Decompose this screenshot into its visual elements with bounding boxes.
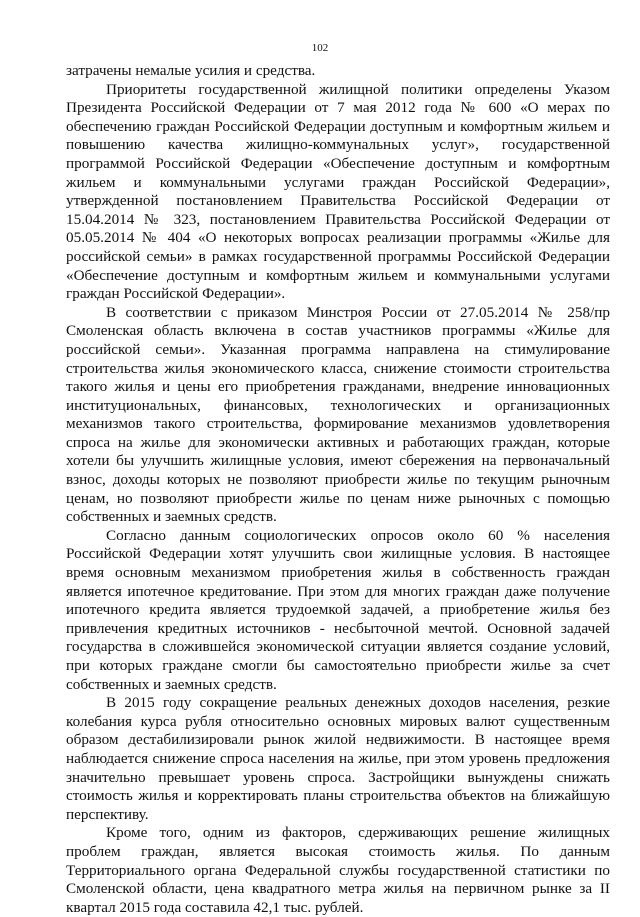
paragraph-market-2015: В 2015 году сокращение реальных денежных доходов населения, резкие колебания курса рубля относительно основных мировых валют существенным образом дестабилизировали рынок жилой недвижимости. В настоящее время наблюдается снижение спроса населения на жилье, при этом уровень предложения значительно превышает уровень спроса. Застройщики вынуждены снижать стоимость жилья и корректировать планы строительства объектов на ближайшую перспективу. xyxy=(66,694,610,823)
body-text xyxy=(66,62,610,917)
paragraph-sociological-survey: Согласно данным социологических опросов около 60 % населения Российской Федерации хотят улучшить свои жилищные условия. В настоящее время основным механизмом приобретения жилья в собственность граждан является ипотечное кредитование. При этом для многих граждан даже получение ипотечного кредита является трудоемкой задачей, а приобретение жилья без привлечения кредитных источников - несбыточной мечтой. Основной задачей государства в сложившейся экономической ситуации является создание условий, при которых граждане смогли бы самостоятельно приобрести жилье за счет собственных и заемных средств. xyxy=(66,526,610,693)
page-number: 102 xyxy=(311,42,329,54)
paragraph-continuation: затрачены немалые усилия и средства. xyxy=(66,62,316,79)
paragraph-program-participation: В соответствии с приказом Минстроя России от 27.05.2014 № 258/пр Смоленская область включена в состав участников программы «Жилье для российской семьи». Указанная программа направлена на стимулирование строительства жилья экономического класса, снижение стоимости строительства такого жилья и цены его приобретения гражданами, внедрение инновационных институциональных, финансовых, технологических и организационных механизмов такого строительства, формирование механизмов удовлетворения спроса на жилье для экономически активных и работающих граждан, которые хотели бы улучшить жилищные условия, имеют сбережения на первоначальный взнос, доходы которых не позволяют приобрести жилье по текущим рыночным ценам, но позволяют приобрести жилье по ценам ниже рыночных с помощью собственных и заемных средств. xyxy=(66,303,610,526)
paragraph-housing-policy: Приоритеты государственной жилищной политики определены Указом Президента Российской Федерации от 7 мая 2012 года № 600 «О мерах по обеспечению граждан Российской Федерации доступным и комфортным жильем и повышению качества жилищно-коммунальных услуг», государственной программой Российской Федерации «Обеспечение доступным и комфортным жильем и коммунальными услугами граждан Российской Федерации», утвержденной постановлением Правительства Российской Федерации от 15.04.2014 № 323, постановлением Правительства Российской Федерации от 05.05.2014 № 404 «О некоторых вопросах реализации программы «Жилье для российской семьи» в рамках государственной программы Российской Федерации «Обеспечение доступным и комфортным жильем и коммунальными услугами граждан Российской Федерации». xyxy=(66,80,610,303)
paragraph-housing-cost: Кроме того, одним из факторов, сдерживающих решение жилищных проблем граждан, является высокая стоимость жилья. По данным Территориального органа Федеральной службы государственной статистики по Смоленской области, цена квадратного метра жилья на первичном рынке за II квартал 2015 года составила 42,1 тыс. рублей. xyxy=(66,824,610,916)
